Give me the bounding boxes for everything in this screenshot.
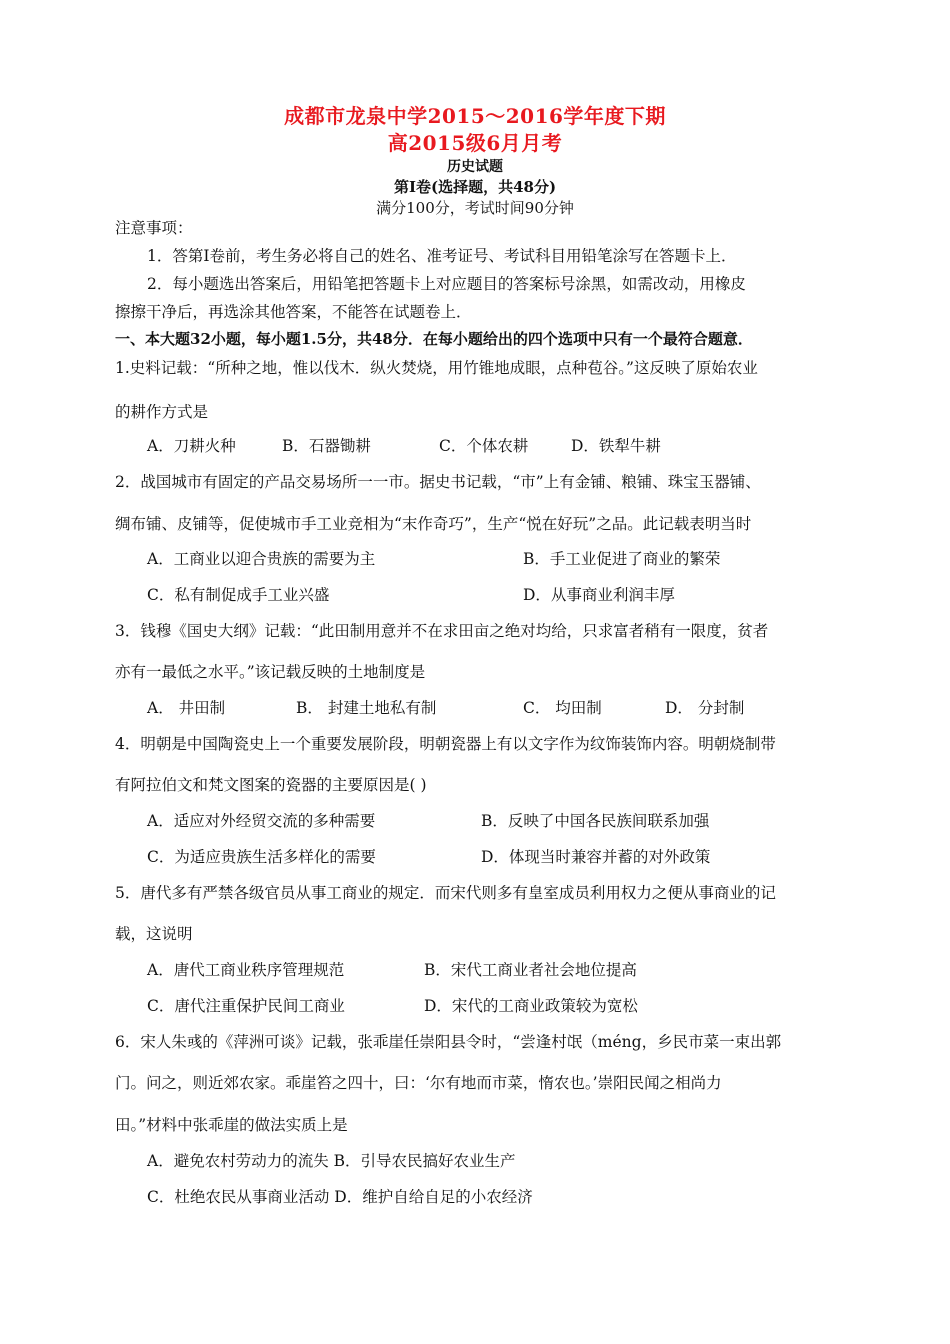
notice-item-1: 1．答第Ⅰ卷前，考生务必将自己的姓名、准考证号、考试科目用铅笔涂写在答题卡上． (147, 247, 737, 265)
question-4-option-d: D．体现当时兼容并蓄的对外政策 (481, 848, 711, 866)
question-3-line2: 亦有一最低之水平。”该记载反映的土地制度是 (115, 663, 426, 681)
question-1-option-c: C．个体农耕 (439, 437, 529, 455)
question-4-option-b: B．反映了中国各民族间联系加强 (481, 812, 710, 830)
question-4-option-a: A．适应对外经贸交流的多种需要 (147, 812, 376, 830)
question-3-option-a: A． 井田制 (147, 699, 226, 717)
question-1-line2: 的耕作方式是 (115, 403, 209, 421)
question-2-option-d: D．从事商业利润丰厚 (523, 586, 675, 604)
question-6-options-row1: A．避免农村劳动力的流失 B．引导农民搞好农业生产 (147, 1152, 516, 1170)
section-heading: 一、本大题32小题，每小题1.5分，共48分．在每小题给出的四个选项中只有一个最符合题意． (115, 330, 753, 348)
subject-title: 历史试题 (447, 159, 503, 175)
question-2-line1: 2．战国城市有固定的产品交易场所一一市。据史书记载，“市”上有金铺、粮铺、珠宝玉器铺、 (115, 473, 761, 491)
notice-item-2-line1: 2．每小题选出答案后，用铅笔把答题卡上对应题目的答案标号涂黑，如需改动，用橡皮 (147, 275, 746, 293)
question-5-line1: 5．唐代多有严禁各级官员从事工商业的规定．而宋代则多有皇室成员利用权力之便从事商业的记 (115, 884, 776, 902)
notice-heading: 注意事项： (115, 219, 193, 237)
question-5-option-a: A．唐代工商业秩序管理规范 (147, 961, 345, 979)
question-1-option-a: A．刀耕火种 (147, 437, 236, 455)
question-4-line1: 4．明朝是中国陶瓷史上一个重要发展阶段，明朝瓷器上有以文字作为纹饰装饰内容。明朝烧制带 (115, 735, 776, 753)
question-5-option-c: C．唐代注重保护民间工商业 (147, 997, 345, 1015)
question-4-line2: 有阿拉伯文和梵文图案的瓷器的主要原因是( ) (115, 776, 427, 794)
question-5-option-d: D．宋代的工商业政策较为宽松 (424, 997, 638, 1015)
question-5-option-b: B．宋代工商业者社会地位提高 (424, 961, 637, 979)
question-3-option-b: B． 封建土地私有制 (296, 699, 437, 717)
question-6-line3: 田。”材料中张乖崖的做法实质上是 (115, 1116, 348, 1134)
question-2-option-c: C．私有制促成手工业兴盛 (147, 586, 330, 604)
question-6-line1: 6．宋人朱彧的《萍洲可谈》记载，张乖崖任崇阳县令时，“尝逢村氓（méng，乡民市菜一束出郭 (115, 1033, 782, 1051)
question-5-line2: 载，这说明 (115, 925, 193, 943)
exam-title-line1: 成都市龙泉中学2015～2016学年度下期 (284, 104, 666, 128)
question-1-line1: 1.史料记载：“所种之地，惟以伐木．纵火焚烧，用竹锥地成眼，点种苞谷。”这反映了原始农业 (115, 359, 758, 377)
question-6-options-row2: C．杜绝农民从事商业活动 D．维护自给自足的小农经济 (147, 1188, 533, 1206)
question-2-option-a: A．工商业以迎合贵族的需要为主 (147, 550, 376, 568)
score-time: 满分100分，考试时间90分钟 (376, 199, 574, 217)
volume-title: 第Ⅰ卷(选择题，共48分) (393, 178, 557, 196)
notice-item-2-line2: 擦擦干净后，再选涂其他答案，不能答在试题卷上． (115, 303, 472, 321)
exam-title-line2: 高2015级6月月考 (387, 131, 563, 155)
question-6-line2: 门。问之，则近郊农家。乖崖笞之四十，曰：‘尔有地而市菜，惰农也。’崇阳民闻之相尚力 (115, 1074, 722, 1092)
question-1-option-b: B．石器锄耕 (282, 437, 371, 455)
question-3-option-c: C． 均田制 (523, 699, 602, 717)
question-2-option-b: B．手工业促进了商业的繁荣 (523, 550, 721, 568)
question-4-option-c: C．为适应贵族生活多样化的需要 (147, 848, 376, 866)
question-2-line2: 绸布铺、皮铺等，促使城市手工业竞相为“末作奇巧”，生产“悦在好玩”之品。此记载表明当时 (115, 515, 752, 533)
question-3-option-d: D． 分封制 (665, 699, 745, 717)
question-1-option-d: D．铁犁牛耕 (571, 437, 661, 455)
question-3-line1: 3．钱穆《国史大纲》记载：“此田制用意并不在求田亩之绝对均给，只求富者稍有一限度，贫者 (115, 622, 769, 640)
